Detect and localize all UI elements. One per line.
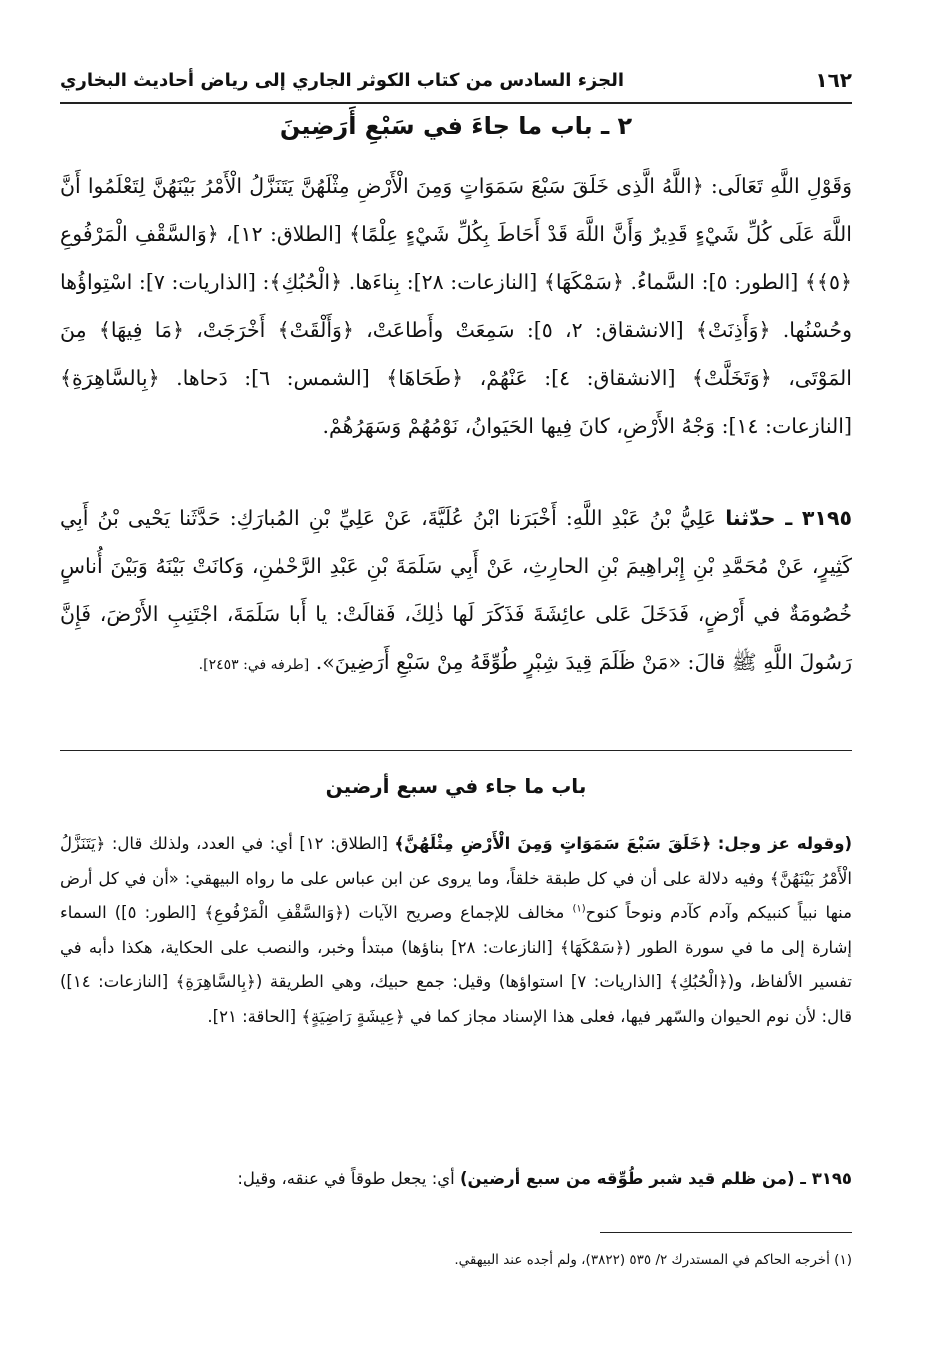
hadith-commentary-text: أي: يجعل طوقاً في عنقه، وقيل: [237,1169,455,1188]
commentary-text: [الطلاق: ١٢] أي: في العدد، ولذلك قال: ﴿يَتَنَزَّلُ الْأَمْرُ بَيْنَهُنَّ﴾ وفيه دلالة على أن في كل طبقة خلقاً، وما يروى عن ابن عباس على ما رواه البيهقي: «أن في كل أرض منها نبياً كنبيكم وآدم كآدم ونوحاً كنوح [60,834,852,923]
running-header [60,58,852,104]
hadith-commentary [60,1162,852,1196]
running-header-title: الجزء السادس من كتاب الكوثر الجاري إلى رياض أحاديث البخاري [60,69,624,91]
hadith-commentary-lead: ٣١٩٥ ـ (من ظلم قيد شبر طُوِّقه من سبع أرضين) [460,1169,852,1188]
commentary-text-continued: مخالف للإجماع وصريح الآيات (﴿وَالسَّقْفِ الْمَرْفُوعِ﴾ [الطور: ٥]) السماء إشارة إلى ما في سورة الطور (﴿سَمْكَهَا﴾ [النازعات: ٢٨] بناؤها) مبتدأ وخبر، والنصب على الحكاية، هكذا دأبه في تفسير الألفاظ، و(﴿الْحُبُكِ﴾ [الذاريات: ٧] استواؤها) وقيل: جمع حبيك، وهي الطريقة (﴿بِالسَّاهِرَةِ﴾ [النازعات: ١٤]) قال: لأن نوم الحيوان والسّهر فيها، فعلى هذا الإسناد مجاز كما في ﴿عِيشَةٍ رَاضِيَةٍ﴾ [الحاقة: ٢١]. [60,903,852,1026]
commentary-paragraph [60,827,852,1035]
footnote: (١) أخرجه الحاكم في المستدرك ٢/ ٥٣٥ (٣٨٢٢)، ولم أجده عند البيهقي. [454,1252,852,1268]
commentary-lead: (وقوله عز وجل: [717,834,853,853]
chapter-title: ٢ ـ باب ما جاءَ في سَبْعِ أَرَضِينَ [279,112,633,140]
footnote-marker[interactable]: (١) [572,903,586,915]
section-divider [60,750,852,751]
hadith-cross-reference: [طرفه في: ٢٤٥٣]. [198,657,310,673]
footnote-separator [600,1232,852,1233]
hadith-number-label: ٣١٩٥ ـ حدّثنا [725,506,852,530]
chapter-intro-text: وَقَوْلِ اللَّهِ تَعَالَى: ﴿اللَّهُ الَّذِى خَلَقَ سَبْعَ سَمَوَاتٍ وَمِنَ الْأَرْضِ مِثْلَهُنَّ يَتَنَزَّلُ الْأَمْرُ بَيْنَهُنَّ لِتَعْلَمُوا أَنَّ اللَّهَ عَلَى كُلِّ شَيْءٍ قَدِيرٌ وَأَنَّ اللَّهَ قَدْ أَحَاطَ بِكُلِّ شَيْءٍ عِلْمًا﴾ [الطلاق: ١٢]، ﴿وَالسَّقْفِ الْمَرْفُوعِ ﴿٥﴾﴾ [الطور: ٥]: السَّماءُ. ﴿سَمْكَهَا﴾ [النازعات: ٢٨]: بِناءَها. ﴿الْحُبُكِ﴾: [الذاريات: ٧]: اسْتِواؤُها وحُسْنُها. ﴿وَأَذِنَتْ﴾ [الانشقاق: ٢، ٥]: سَمِعَتْ وأَطاعَتْ، ﴿وَأَلْقَتْ﴾ أَخْرَجَتْ، ﴿مَا فِيهَا﴾ مِنَ المَوْتَى، ﴿وَتَخَلَّتْ﴾ [الانشقاق: ٤]: عَنْهُمْ، ﴿طَحَاهَا﴾ [الشمس: ٦]: دَحاها. ﴿بِالسَّاهِرَةِ﴾ [النازعات: ١٤]: وَجْهُ الأَرْضِ، كانَ فِيها الحَيَوانُ، نَوْمُهُمْ وَسَهَرُهُمْ. [60,174,853,438]
hadith-text: عَلِيُّ بْنُ عَبْدِ اللَّهِ: أَخْبَرَنا ابْنُ عُلَيَّةَ، عَنْ عَلِيِّ بْنِ المُبارَكِ: حَدَّثَنا يَحْيى بْنُ أَبِي كَثِيرٍ، عَنْ مُحَمَّدِ بْنِ إِبْراهِيمَ بْنِ الحارِثِ، عَنْ أَبِي سَلَمَةَ بْنِ عَبْدِ الرَّحْمٰنِ، وَكانَتْ بَيْنَهُ وَبَيْنَ أُناسٍ خُصُومَةٌ في أَرْضٍ، فَدَخَلَ عَلى عائِشَةَ فَذَكَرَ لَها ذٰلِكَ، فَقالَتْ: يا أَبا سَلَمَةَ، اجْتَنِبِ الأَرْضَ، فَإِنَّ رَسُولَ اللَّهِ ﷺ قالَ: «مَنْ ظَلَمَ قِيدَ شِبْرٍ طُوِّقَهُ مِنْ سَبْعِ أَرَضِينَ». [60,506,852,674]
hadith-text-block [60,494,852,689]
page-number: ١٦٢ [815,68,852,92]
commentary-quran-quote: ﴿خَلَقَ سَبْعَ سَمَوَاتٍ وَمِنَ الْأَرْضِ مِثْلَهُنَّ﴾ [394,834,712,853]
commentary-title: باب ما جاء في سبع أرضين [325,774,587,798]
